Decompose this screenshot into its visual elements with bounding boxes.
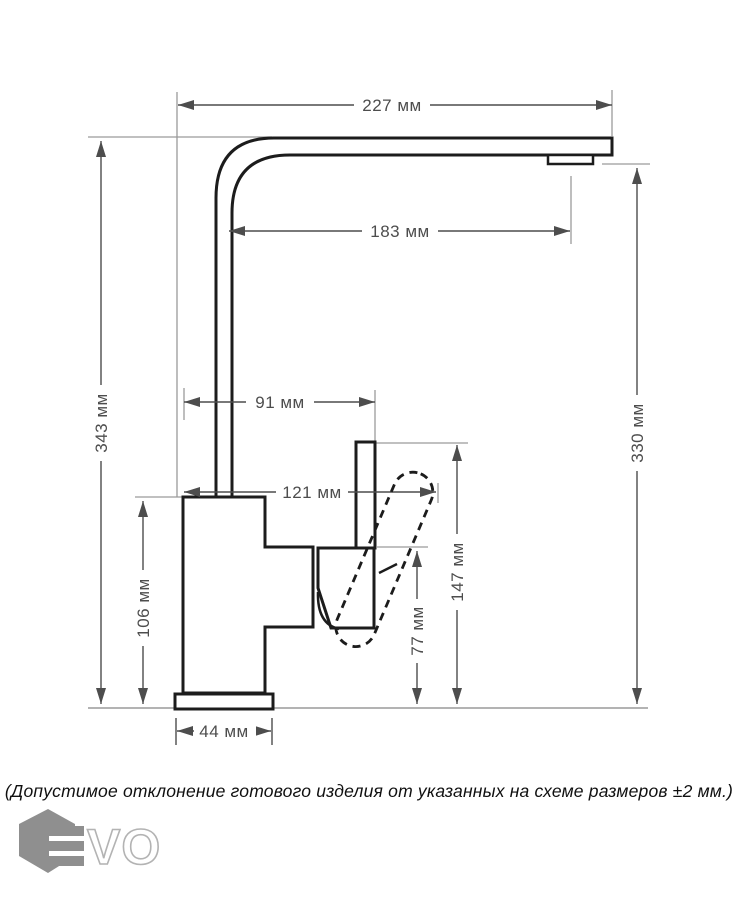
dimension-label-183: 183 мм [370,222,430,241]
dimension-label-147: 147 мм [448,542,467,602]
dimension-label-91: 91 мм [255,393,305,412]
faucet-base-plate [175,694,273,709]
logo-e-gap [49,851,88,856]
lever-cross-tick [379,564,397,573]
logo-letters: VO [87,819,162,875]
faucet-handle-base [318,548,374,628]
logo-e-gap [49,836,88,841]
tolerance-caption: (Допустимое отклонение готового изделия от указанных на схеме размеров ±2 мм.) [4,781,734,801]
dimension-label-227: 227 мм [362,96,422,115]
logo-e-bar [49,841,84,851]
faucet-body [183,497,313,693]
dimension-label-121: 121 мм [282,483,342,502]
dimension-label-44: 44 мм [199,722,249,741]
logo-e-bar [49,856,84,866]
dimension-lines [101,105,637,745]
dimension-label-330-group [627,395,647,471]
dimension-label-106-group [133,570,153,646]
dimension-label-77-group [407,599,427,663]
dimension-label-330: 330 мм [628,403,647,463]
logo-e-bar [49,826,84,836]
evo-logo [16,806,186,886]
faucet-handle-stem [356,442,375,548]
dimension-label-77: 77 мм [408,606,427,656]
faucet-aerator [548,155,593,164]
dimension-label-343-group [91,385,111,461]
dimension-label-147-group [447,534,467,610]
dimension-labels [91,95,647,741]
dimension-label-343: 343 мм [92,393,111,453]
dimension-label-106: 106 мм [134,578,153,638]
